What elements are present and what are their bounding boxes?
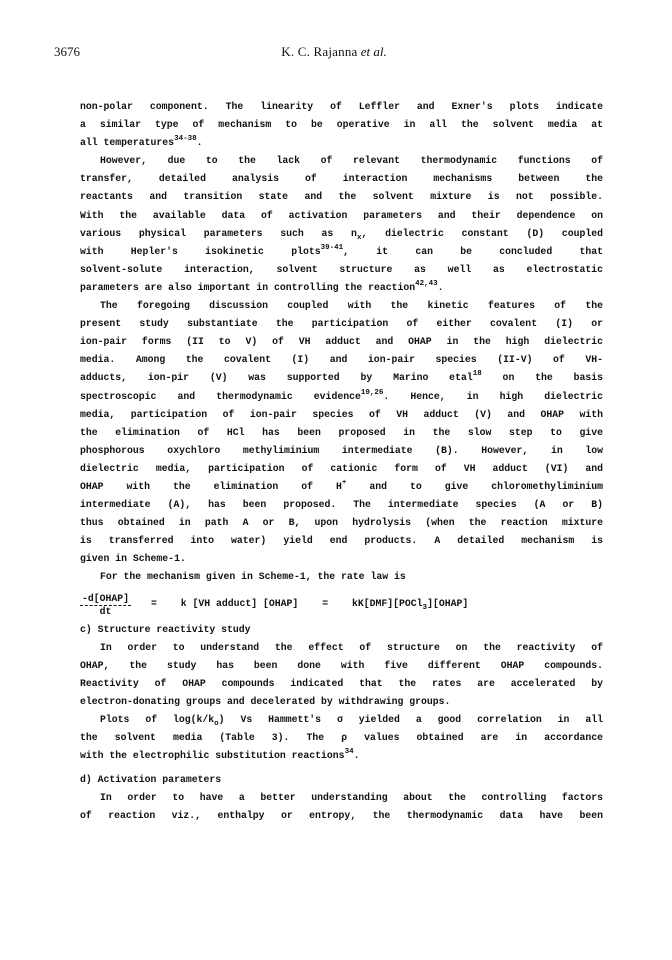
- text-line-content: the solvent media (Table 3). The ρ values obtained are in accordance: [80, 732, 603, 744]
- text-line-tail: .: [196, 137, 203, 149]
- running-head-author: K. C. Rajanna: [281, 44, 358, 59]
- section-c-text: [80, 639, 603, 766]
- text-line-tail: and to give chloromethyliminium: [346, 480, 603, 492]
- equals-sign: =: [322, 598, 329, 610]
- text-line: [80, 693, 603, 711]
- text-line: [80, 315, 603, 333]
- text-line-content: reactants and transition state and the solvent mixture is not possible.: [80, 191, 603, 203]
- text-line: [80, 134, 603, 152]
- text-line: [80, 478, 603, 496]
- text-line-content: is transferred into water) yield end products. A detailed mechanism is: [80, 535, 603, 547]
- text-line-tail: . Hence, in high dielectric: [383, 390, 603, 402]
- text-line: [80, 243, 603, 261]
- subscript: o: [214, 720, 219, 728]
- subscript: x: [356, 233, 362, 242]
- text-line-content: all temperatures: [80, 137, 175, 149]
- text-line-content: Plots of log(k/k: [100, 714, 215, 725]
- running-head: [54, 44, 614, 60]
- text-line: [80, 807, 603, 825]
- text-line: [80, 747, 603, 765]
- text-line: [80, 388, 603, 406]
- text-line-content: media. Among the covalent (I) and ion-pair species (II-V) of VH-: [80, 354, 603, 366]
- text-line-content: OHAP, the study has been done with five different OHAP compounds.: [80, 659, 603, 671]
- text-line: [80, 406, 603, 424]
- text-line-content: For the mechanism given in Scheme-1, the rate law is: [100, 571, 406, 583]
- text-line: [80, 532, 603, 550]
- text-line: [80, 297, 603, 315]
- section-d-text: [80, 789, 603, 825]
- text-line: [80, 496, 603, 514]
- text-line: [80, 261, 603, 279]
- citation-superscript: 34: [344, 748, 354, 757]
- text-line-content: non-polar component. The linearity of Leffler and Exner's plots indicate: [80, 101, 603, 112]
- text-line-content: media, participation of ion-pair species of VH adduct (V) and OHAP with: [80, 408, 603, 420]
- rate-law-subscript: 3: [422, 604, 428, 613]
- text-line-content: OHAP with the elimination of H: [80, 480, 342, 492]
- text-line-tail: , it can be concluded that: [343, 245, 603, 257]
- citation-superscript: 18: [472, 370, 482, 379]
- text-line: [80, 279, 603, 297]
- text-line-content: adducts, ion-pir (V) was supported by Marino etal: [80, 372, 473, 384]
- text-line: [80, 639, 603, 657]
- text-line: [80, 657, 603, 675]
- text-line-content: solvent-solute interaction, solvent structure as well as electrostatic: [80, 263, 603, 275]
- text-line: [80, 152, 603, 170]
- text-line-content: of reaction viz., enthalpy or entropy, the thermodynamic data have been: [80, 810, 603, 822]
- text-line-content: With the available data of activation parameters and their dependence on: [80, 209, 603, 221]
- rate-fraction: [80, 593, 131, 617]
- text-line: [80, 460, 603, 478]
- text-line-content: the elimination of HCl has been proposed in the slow step to give: [80, 426, 603, 438]
- text-line-content: parameters are also important in controlling the reaction: [80, 281, 416, 293]
- text-line-content: However, due to the lack of relevant thermodynamic functions of: [100, 155, 603, 167]
- text-line: [80, 424, 603, 442]
- text-line-content: phosphorous oxychloro methyliminium intermediate (B). However, in low: [80, 444, 603, 456]
- text-line-tail: .: [353, 750, 360, 762]
- text-line-content: dielectric media, participation of cationic form of VH adduct (VI) and: [80, 462, 603, 474]
- text-line-tail: ) Vs Hammett's σ yielded a good correlation in all: [218, 714, 603, 725]
- text-line: [80, 351, 603, 369]
- text-line: [80, 442, 603, 460]
- text-line: [80, 369, 603, 387]
- text-line-content: In order to have a better understanding about the controlling factors: [100, 792, 603, 804]
- text-line-content: The foregoing discussion coupled with the kinetic features of the: [100, 300, 603, 312]
- rate-law-equation: [80, 593, 603, 615]
- article-body: [80, 98, 603, 826]
- text-line-content: with Hepler's isokinetic plots: [80, 245, 321, 257]
- text-line: [80, 116, 603, 134]
- text-line: [80, 729, 603, 747]
- citation-superscript: 34-38: [174, 135, 197, 144]
- main-text: [80, 98, 603, 587]
- text-line-tail: , dielectric constant (D) coupled: [361, 227, 603, 239]
- text-line: [80, 225, 603, 243]
- text-line-content: electron-donating groups and decelerated by withdrawing groups.: [80, 695, 451, 707]
- text-line-tail: on the basis: [481, 372, 604, 384]
- page-number: 3676: [54, 44, 80, 59]
- rate-denominator: dt: [99, 605, 112, 617]
- rate-numerator: -d[OHAP]: [82, 592, 130, 604]
- text-line-tail: .: [437, 281, 444, 293]
- text-line-content: thus obtained in path A or B, upon hydrolysis (when the reaction mixture: [80, 517, 603, 529]
- text-line: [80, 333, 603, 351]
- text-line-content: given in Scheme-1.: [80, 553, 186, 565]
- section-heading-d: d) Activation parameters: [80, 774, 222, 786]
- text-line: [80, 789, 603, 807]
- citation-superscript: +: [341, 478, 347, 487]
- citation-superscript: 39-41: [320, 243, 344, 252]
- rate-law-right-a: kK[DMF][POCl: [351, 598, 423, 610]
- text-line-content: various physical parameters such as n: [80, 227, 357, 239]
- equals-sign: =: [150, 598, 157, 610]
- citation-superscript: 42,43: [415, 279, 438, 288]
- text-line-content: transfer, detailed analysis of interaction mechanisms between the: [80, 173, 603, 185]
- text-line: [80, 514, 603, 532]
- text-line: [80, 675, 603, 693]
- text-line-content: with the electrophilic substitution reactions: [80, 750, 345, 762]
- text-line: [80, 568, 603, 586]
- text-line: [80, 170, 603, 188]
- text-line-content: spectroscopic and thermodynamic evidence: [80, 390, 361, 402]
- text-line-content: Reactivity of OHAP compounds indicated that the rates are accelerated by: [80, 677, 603, 689]
- rate-law-middle: k [VH adduct] [OHAP]: [180, 598, 299, 610]
- text-line: [80, 711, 603, 729]
- text-line-content: a similar type of mechanism to be operative in all the solvent media at: [80, 119, 603, 131]
- text-line: [80, 550, 603, 568]
- text-line: [80, 207, 603, 225]
- text-line-content: present study substantiate the participation of either covalent (I) or: [80, 318, 603, 330]
- citation-superscript: 19,26: [360, 388, 384, 397]
- running-header: [54, 44, 614, 64]
- rate-law-right-b: ][OHAP]: [427, 598, 469, 610]
- rate-law-right: [352, 595, 468, 613]
- text-line-content: In order to understand the effect of structure on the reactivity of: [100, 641, 603, 653]
- section-heading-c: c) Structure reactivity study: [80, 623, 251, 635]
- text-line-content: intermediate (A), has been proposed. The intermediate species (A or B): [80, 499, 603, 511]
- running-head-etal: et al.: [360, 44, 387, 59]
- text-line-content: ion-pair forms (II to V) of VH adduct and OHAP in the high dielectric: [80, 336, 603, 348]
- text-line: [80, 188, 603, 206]
- text-line: [80, 98, 603, 116]
